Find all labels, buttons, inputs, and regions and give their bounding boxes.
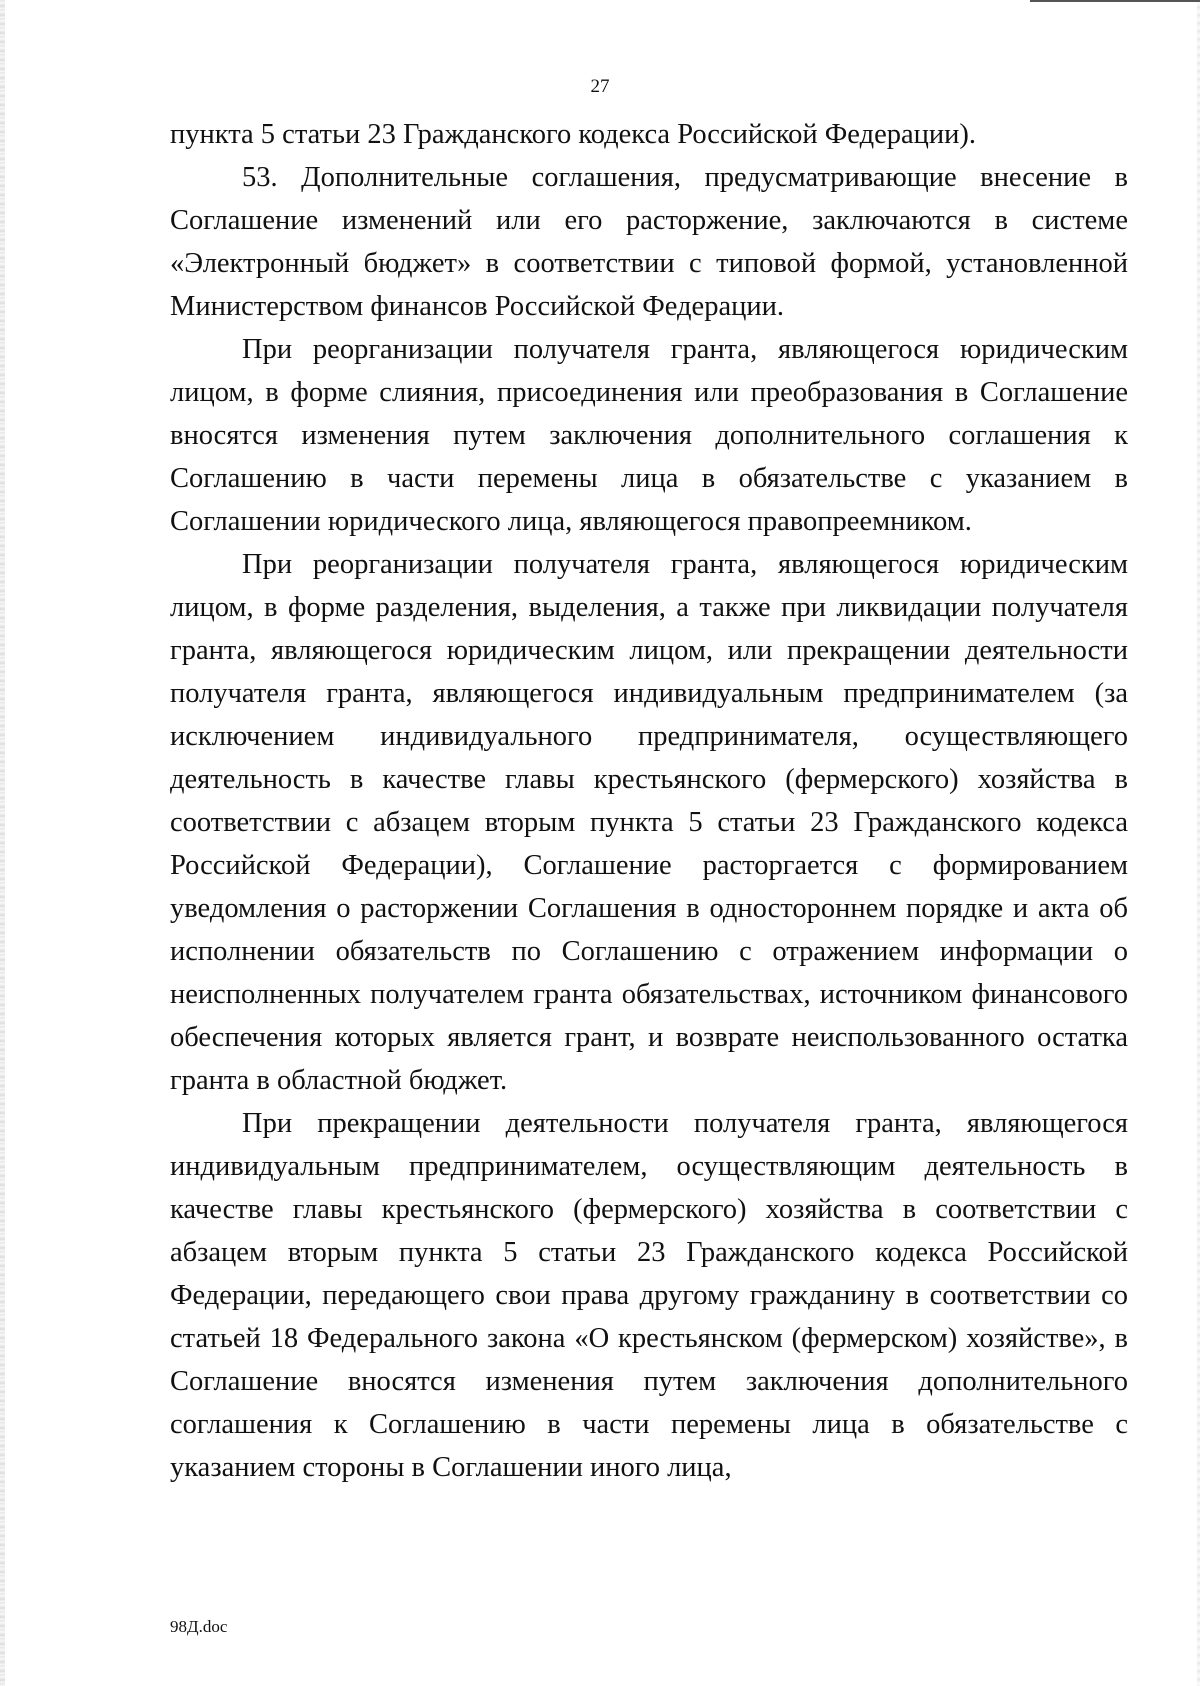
scan-top-line (1030, 0, 1200, 2)
document-body (170, 113, 1128, 1489)
scan-left-edge (0, 0, 5, 1686)
paragraph-reorganization-merger: При реорганизации получателя гранта, являющегося юридическим лицом, в форме слияния, присоединения или преобразования в Соглашение вносятся изменения путем заключения дополнительного соглашения к Соглашению в части перемены лица в обязательстве с указанием в Соглашении юридического лица, являющегося правопреемником. (170, 334, 1128, 537)
paragraph-reorganization-division: При реорганизации получателя гранта, являющегося юридическим лицом, в форме разделения, выделения, а также при ликвидации получателя гранта, являющегося юридическим лицом, или прекращении деятельности получателя гранта, являющегося индивидуальным предпринимателем (за исключением индивидуального предпринимателя, осуществляющего деятельность в качестве главы крестьянского (фермерского) хозяйства в соответствии с абзацем вторым пункта 5 статьи 23 Гражданского кодекса Российской Федерации), Соглашение расторгается с формированием уведомления о расторжении Соглашения в одностороннем порядке и акта об исполнении обязательств по Соглашению с отражением информации о неисполненных получателем гранта обязательствах, источником финансового обеспечения которых является грант, и возврате неиспользованного остатка гранта в областной бюджет. (170, 549, 1128, 1096)
paragraph-termination-farm: При прекращении деятельности получателя гранта, являющегося индивидуальным предпринимателем, осуществляющим деятельность в качестве главы крестьянского (фермерского) хозяйства в соответствии с абзацем вторым пункта 5 статьи 23 Гражданского кодекса Российской Федерации, передающего свои права другому гражданину в соответствии со статьей 18 Федерального закона «О крестьянском (фермерском) хозяйстве», в Соглашение вносятся изменения путем заключения дополнительного соглашения к Соглашению в части перемены лица в обязательстве с указанием стороны в Соглашении иного лица, (170, 1108, 1128, 1483)
footer-filename: 98Д.doc (170, 1617, 228, 1636)
paragraph-53: 53. Дополнительные соглашения, предусматривающие внесение в Соглашение изменений или его расторжение, заключаются в системе «Электронный бюджет» в соответствии с типовой формой, установленной Министерством финансов Российской Федерации. (170, 162, 1128, 322)
page-number: 27 (590, 76, 610, 97)
paragraph-continuation: пункта 5 статьи 23 Гражданского кодекса Российской Федерации). (170, 119, 977, 150)
